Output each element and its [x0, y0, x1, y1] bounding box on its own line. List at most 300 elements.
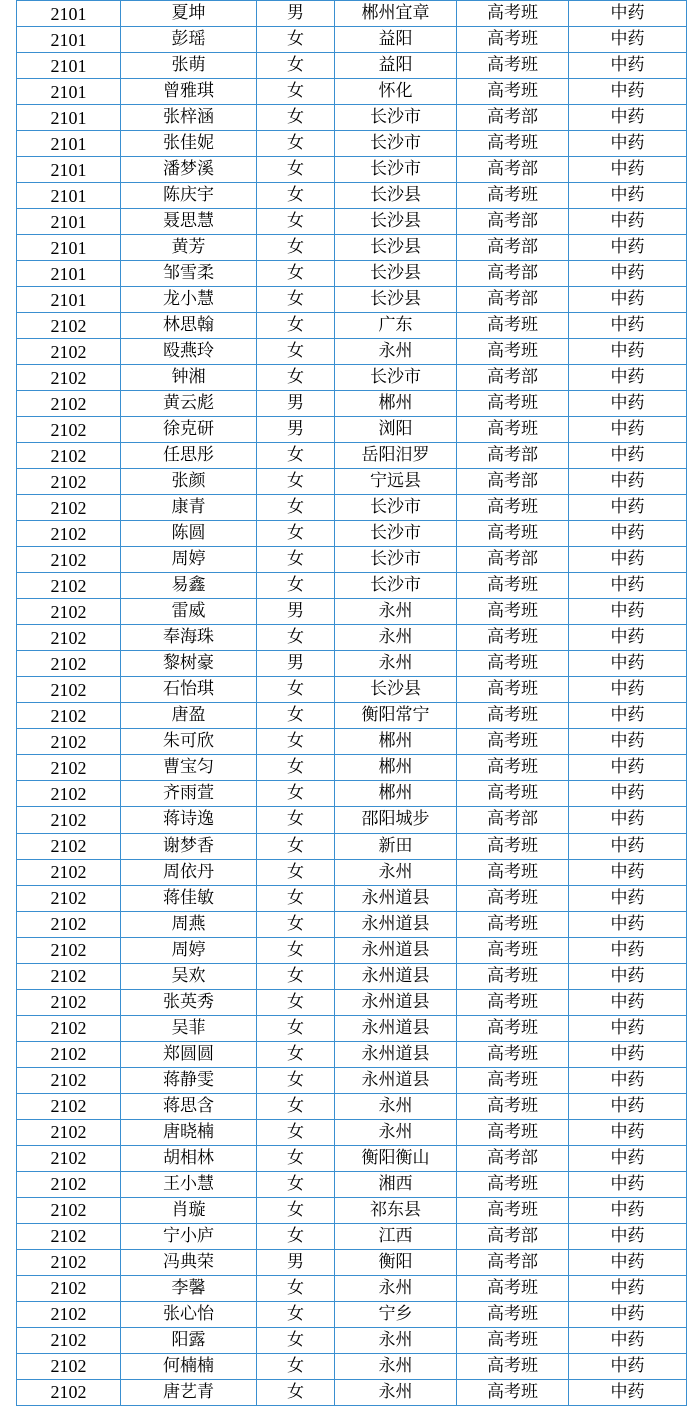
table-row: [17, 495, 687, 521]
table-row: [17, 547, 687, 573]
name-cell: 曹宝匀: [121, 755, 257, 781]
type-cell: 高考部: [457, 443, 569, 469]
gender-cell: 女: [257, 1015, 335, 1041]
name-cell: 唐艺青: [121, 1379, 257, 1405]
class-cell: 2102: [17, 677, 121, 703]
gender-cell: 女: [257, 521, 335, 547]
major-cell: 中药: [569, 417, 687, 443]
origin-cell: 长沙县: [335, 261, 457, 287]
table-row: [17, 1275, 687, 1301]
type-cell: 高考班: [457, 131, 569, 157]
class-cell: 2101: [17, 183, 121, 209]
name-cell: 潘梦溪: [121, 157, 257, 183]
gender-cell: 女: [257, 677, 335, 703]
class-cell: 2102: [17, 625, 121, 651]
table-row: [17, 157, 687, 183]
gender-cell: 女: [257, 807, 335, 833]
major-cell: 中药: [569, 937, 687, 963]
class-cell: 2102: [17, 547, 121, 573]
origin-cell: 长沙市: [335, 547, 457, 573]
gender-cell: 女: [257, 1223, 335, 1249]
type-cell: 高考班: [457, 703, 569, 729]
name-cell: 阳露: [121, 1327, 257, 1353]
type-cell: 高考班: [457, 1327, 569, 1353]
origin-cell: 郴州: [335, 729, 457, 755]
class-cell: 2102: [17, 495, 121, 521]
major-cell: 中药: [569, 27, 687, 53]
table-row: [17, 1223, 687, 1249]
origin-cell: 长沙市: [335, 131, 457, 157]
origin-cell: 郴州: [335, 391, 457, 417]
table-row: [17, 313, 687, 339]
type-cell: 高考班: [457, 781, 569, 807]
type-cell: 高考班: [457, 495, 569, 521]
table-row: [17, 937, 687, 963]
origin-cell: 长沙市: [335, 365, 457, 391]
origin-cell: 长沙县: [335, 235, 457, 261]
major-cell: 中药: [569, 287, 687, 313]
origin-cell: 长沙县: [335, 287, 457, 313]
gender-cell: 女: [257, 209, 335, 235]
table-row: [17, 339, 687, 365]
name-cell: 蒋思含: [121, 1093, 257, 1119]
name-cell: 周婷: [121, 547, 257, 573]
name-cell: 张心怡: [121, 1301, 257, 1327]
major-cell: 中药: [569, 469, 687, 495]
major-cell: 中药: [569, 1015, 687, 1041]
class-cell: 2101: [17, 79, 121, 105]
major-cell: 中药: [569, 677, 687, 703]
class-cell: 2102: [17, 1041, 121, 1067]
major-cell: 中药: [569, 1327, 687, 1353]
major-cell: 中药: [569, 1119, 687, 1145]
table-row: [17, 677, 687, 703]
major-cell: 中药: [569, 1379, 687, 1405]
name-cell: 彭瑶: [121, 27, 257, 53]
class-cell: 2102: [17, 521, 121, 547]
origin-cell: 永州: [335, 1353, 457, 1379]
origin-cell: 长沙县: [335, 183, 457, 209]
origin-cell: 宁远县: [335, 469, 457, 495]
origin-cell: 益阳: [335, 27, 457, 53]
major-cell: 中药: [569, 755, 687, 781]
major-cell: 中药: [569, 1041, 687, 1067]
origin-cell: 江西: [335, 1223, 457, 1249]
gender-cell: 女: [257, 443, 335, 469]
gender-cell: 男: [257, 391, 335, 417]
table-row: [17, 1119, 687, 1145]
gender-cell: 女: [257, 1327, 335, 1353]
class-cell: 2102: [17, 755, 121, 781]
origin-cell: 永州道县: [335, 963, 457, 989]
major-cell: 中药: [569, 859, 687, 885]
table-row: [17, 1301, 687, 1327]
gender-cell: 女: [257, 469, 335, 495]
major-cell: 中药: [569, 1275, 687, 1301]
gender-cell: 女: [257, 911, 335, 937]
type-cell: 高考班: [457, 1, 569, 27]
major-cell: 中药: [569, 495, 687, 521]
type-cell: 高考班: [457, 989, 569, 1015]
origin-cell: 永州: [335, 599, 457, 625]
type-cell: 高考班: [457, 963, 569, 989]
gender-cell: 女: [257, 261, 335, 287]
table-row: [17, 287, 687, 313]
name-cell: 邹雪柔: [121, 261, 257, 287]
type-cell: 高考班: [457, 651, 569, 677]
name-cell: 周婷: [121, 937, 257, 963]
major-cell: 中药: [569, 1093, 687, 1119]
gender-cell: 女: [257, 937, 335, 963]
table-row: [17, 885, 687, 911]
class-cell: 2101: [17, 105, 121, 131]
gender-cell: 女: [257, 625, 335, 651]
class-cell: 2102: [17, 365, 121, 391]
origin-cell: 永州道县: [335, 1067, 457, 1093]
name-cell: 陈庆宇: [121, 183, 257, 209]
student-roster-table: [16, 0, 687, 1406]
class-cell: 2102: [17, 1145, 121, 1171]
major-cell: 中药: [569, 547, 687, 573]
type-cell: 高考班: [457, 1067, 569, 1093]
table-row: [17, 911, 687, 937]
name-cell: 张颜: [121, 469, 257, 495]
type-cell: 高考部: [457, 235, 569, 261]
major-cell: 中药: [569, 1067, 687, 1093]
origin-cell: 永州道县: [335, 1041, 457, 1067]
major-cell: 中药: [569, 261, 687, 287]
major-cell: 中药: [569, 209, 687, 235]
name-cell: 黎树豪: [121, 651, 257, 677]
class-cell: 2101: [17, 1, 121, 27]
class-cell: 2102: [17, 1275, 121, 1301]
type-cell: 高考班: [457, 1119, 569, 1145]
origin-cell: 永州道县: [335, 911, 457, 937]
class-cell: 2102: [17, 1093, 121, 1119]
class-cell: 2101: [17, 131, 121, 157]
type-cell: 高考班: [457, 729, 569, 755]
name-cell: 张梓涵: [121, 105, 257, 131]
gender-cell: 男: [257, 599, 335, 625]
table-row: [17, 1379, 687, 1405]
major-cell: 中药: [569, 807, 687, 833]
name-cell: 周燕: [121, 911, 257, 937]
gender-cell: 女: [257, 1275, 335, 1301]
name-cell: 蒋静雯: [121, 1067, 257, 1093]
name-cell: 蒋诗逸: [121, 807, 257, 833]
class-cell: 2101: [17, 53, 121, 79]
major-cell: 中药: [569, 131, 687, 157]
major-cell: 中药: [569, 1, 687, 27]
major-cell: 中药: [569, 963, 687, 989]
type-cell: 高考班: [457, 391, 569, 417]
major-cell: 中药: [569, 1197, 687, 1223]
table-row: [17, 573, 687, 599]
table-row: [17, 417, 687, 443]
table-row: [17, 781, 687, 807]
major-cell: 中药: [569, 391, 687, 417]
class-cell: 2101: [17, 287, 121, 313]
name-cell: 龙小慧: [121, 287, 257, 313]
name-cell: 何楠楠: [121, 1353, 257, 1379]
name-cell: 周依丹: [121, 859, 257, 885]
origin-cell: 永州道县: [335, 885, 457, 911]
table-row: [17, 599, 687, 625]
name-cell: 康青: [121, 495, 257, 521]
name-cell: 吴菲: [121, 1015, 257, 1041]
gender-cell: 女: [257, 703, 335, 729]
origin-cell: 长沙县: [335, 209, 457, 235]
origin-cell: 永州: [335, 625, 457, 651]
origin-cell: 祁东县: [335, 1197, 457, 1223]
type-cell: 高考班: [457, 1015, 569, 1041]
class-cell: 2101: [17, 209, 121, 235]
origin-cell: 永州: [335, 339, 457, 365]
type-cell: 高考班: [457, 1353, 569, 1379]
major-cell: 中药: [569, 105, 687, 131]
type-cell: 高考班: [457, 1171, 569, 1197]
gender-cell: 女: [257, 963, 335, 989]
class-cell: 2102: [17, 573, 121, 599]
class-cell: 2102: [17, 1119, 121, 1145]
major-cell: 中药: [569, 885, 687, 911]
table-row: [17, 53, 687, 79]
origin-cell: 郴州宜章: [335, 1, 457, 27]
name-cell: 黄云彪: [121, 391, 257, 417]
origin-cell: 浏阳: [335, 417, 457, 443]
name-cell: 陈圆: [121, 521, 257, 547]
class-cell: 2102: [17, 807, 121, 833]
class-cell: 2102: [17, 313, 121, 339]
major-cell: 中药: [569, 183, 687, 209]
type-cell: 高考部: [457, 1145, 569, 1171]
table-row: [17, 521, 687, 547]
type-cell: 高考班: [457, 599, 569, 625]
major-cell: 中药: [569, 625, 687, 651]
type-cell: 高考班: [457, 885, 569, 911]
name-cell: 张佳妮: [121, 131, 257, 157]
type-cell: 高考部: [457, 547, 569, 573]
class-cell: 2102: [17, 885, 121, 911]
type-cell: 高考班: [457, 755, 569, 781]
gender-cell: 女: [257, 79, 335, 105]
class-cell: 2101: [17, 157, 121, 183]
class-cell: 2102: [17, 599, 121, 625]
table-row: [17, 1015, 687, 1041]
origin-cell: 邵阳城步: [335, 807, 457, 833]
class-cell: 2102: [17, 937, 121, 963]
origin-cell: 永州: [335, 1327, 457, 1353]
type-cell: 高考部: [457, 469, 569, 495]
type-cell: 高考班: [457, 1301, 569, 1327]
major-cell: 中药: [569, 651, 687, 677]
table-row: [17, 807, 687, 833]
name-cell: 石怡琪: [121, 677, 257, 703]
major-cell: 中药: [569, 573, 687, 599]
class-cell: 2102: [17, 1015, 121, 1041]
type-cell: 高考班: [457, 79, 569, 105]
class-cell: 2102: [17, 911, 121, 937]
class-cell: 2102: [17, 469, 121, 495]
class-cell: 2102: [17, 443, 121, 469]
table-row: [17, 1171, 687, 1197]
gender-cell: 女: [257, 547, 335, 573]
name-cell: 聂思慧: [121, 209, 257, 235]
type-cell: 高考班: [457, 521, 569, 547]
origin-cell: 永州道县: [335, 989, 457, 1015]
name-cell: 钟湘: [121, 365, 257, 391]
major-cell: 中药: [569, 599, 687, 625]
type-cell: 高考部: [457, 807, 569, 833]
type-cell: 高考班: [457, 1197, 569, 1223]
gender-cell: 女: [257, 1197, 335, 1223]
table-row: [17, 1041, 687, 1067]
major-cell: 中药: [569, 833, 687, 859]
origin-cell: 衡阳衡山: [335, 1145, 457, 1171]
table-row: [17, 365, 687, 391]
origin-cell: 长沙市: [335, 157, 457, 183]
gender-cell: 女: [257, 1145, 335, 1171]
name-cell: 唐盈: [121, 703, 257, 729]
table-row: [17, 1145, 687, 1171]
type-cell: 高考部: [457, 209, 569, 235]
gender-cell: 男: [257, 651, 335, 677]
table-row: [17, 443, 687, 469]
class-cell: 2102: [17, 963, 121, 989]
type-cell: 高考班: [457, 573, 569, 599]
origin-cell: 郴州: [335, 781, 457, 807]
class-cell: 2102: [17, 1301, 121, 1327]
name-cell: 易鑫: [121, 573, 257, 599]
class-cell: 2102: [17, 1249, 121, 1275]
table-row: [17, 27, 687, 53]
gender-cell: 女: [257, 105, 335, 131]
class-cell: 2102: [17, 651, 121, 677]
origin-cell: 长沙市: [335, 495, 457, 521]
type-cell: 高考部: [457, 105, 569, 131]
origin-cell: 长沙市: [335, 105, 457, 131]
origin-cell: 郴州: [335, 755, 457, 781]
name-cell: 夏坤: [121, 1, 257, 27]
table-row: [17, 703, 687, 729]
name-cell: 胡相林: [121, 1145, 257, 1171]
origin-cell: 永州: [335, 1275, 457, 1301]
origin-cell: 长沙市: [335, 521, 457, 547]
major-cell: 中药: [569, 443, 687, 469]
name-cell: 肖璇: [121, 1197, 257, 1223]
name-cell: 奉海珠: [121, 625, 257, 651]
name-cell: 蒋佳敏: [121, 885, 257, 911]
type-cell: 高考班: [457, 1093, 569, 1119]
name-cell: 齐雨萱: [121, 781, 257, 807]
table-row: [17, 1093, 687, 1119]
name-cell: 郑圆圆: [121, 1041, 257, 1067]
table-row: [17, 105, 687, 131]
name-cell: 张英秀: [121, 989, 257, 1015]
gender-cell: 女: [257, 27, 335, 53]
name-cell: 张萌: [121, 53, 257, 79]
origin-cell: 岳阳汨罗: [335, 443, 457, 469]
major-cell: 中药: [569, 79, 687, 105]
major-cell: 中药: [569, 313, 687, 339]
type-cell: 高考部: [457, 365, 569, 391]
name-cell: 冯典荣: [121, 1249, 257, 1275]
origin-cell: 宁乡: [335, 1301, 457, 1327]
gender-cell: 女: [257, 989, 335, 1015]
gender-cell: 女: [257, 1171, 335, 1197]
gender-cell: 女: [257, 1093, 335, 1119]
major-cell: 中药: [569, 1353, 687, 1379]
type-cell: 高考部: [457, 1249, 569, 1275]
class-cell: 2102: [17, 859, 121, 885]
name-cell: 朱可欣: [121, 729, 257, 755]
table-row: [17, 833, 687, 859]
name-cell: 徐克研: [121, 417, 257, 443]
type-cell: 高考部: [457, 261, 569, 287]
type-cell: 高考部: [457, 1223, 569, 1249]
type-cell: 高考班: [457, 1275, 569, 1301]
name-cell: 林思翰: [121, 313, 257, 339]
class-cell: 2102: [17, 1353, 121, 1379]
gender-cell: 男: [257, 1249, 335, 1275]
major-cell: 中药: [569, 157, 687, 183]
class-cell: 2102: [17, 1379, 121, 1405]
type-cell: 高考班: [457, 1041, 569, 1067]
gender-cell: 女: [257, 313, 335, 339]
table-body: [17, 1, 687, 1406]
gender-cell: 女: [257, 287, 335, 313]
origin-cell: 永州: [335, 1093, 457, 1119]
major-cell: 中药: [569, 235, 687, 261]
major-cell: 中药: [569, 911, 687, 937]
table-row: [17, 1353, 687, 1379]
class-cell: 2102: [17, 833, 121, 859]
table-row: [17, 625, 687, 651]
major-cell: 中药: [569, 1145, 687, 1171]
gender-cell: 女: [257, 859, 335, 885]
gender-cell: 女: [257, 131, 335, 157]
origin-cell: 广东: [335, 313, 457, 339]
class-cell: 2102: [17, 1223, 121, 1249]
origin-cell: 湘西: [335, 1171, 457, 1197]
gender-cell: 女: [257, 729, 335, 755]
major-cell: 中药: [569, 1301, 687, 1327]
class-cell: 2102: [17, 781, 121, 807]
gender-cell: 女: [257, 1379, 335, 1405]
major-cell: 中药: [569, 1223, 687, 1249]
gender-cell: 女: [257, 885, 335, 911]
origin-cell: 永州: [335, 651, 457, 677]
major-cell: 中药: [569, 989, 687, 1015]
name-cell: 谢梦香: [121, 833, 257, 859]
gender-cell: 女: [257, 1067, 335, 1093]
origin-cell: 永州: [335, 1379, 457, 1405]
origin-cell: 永州道县: [335, 937, 457, 963]
gender-cell: 女: [257, 53, 335, 79]
table-row: [17, 131, 687, 157]
class-cell: 2102: [17, 989, 121, 1015]
gender-cell: 女: [257, 339, 335, 365]
type-cell: 高考班: [457, 53, 569, 79]
origin-cell: 永州: [335, 1119, 457, 1145]
name-cell: 雷威: [121, 599, 257, 625]
class-cell: 2102: [17, 391, 121, 417]
gender-cell: 女: [257, 833, 335, 859]
type-cell: 高考班: [457, 183, 569, 209]
table-row: [17, 755, 687, 781]
name-cell: 李馨: [121, 1275, 257, 1301]
gender-cell: 女: [257, 157, 335, 183]
